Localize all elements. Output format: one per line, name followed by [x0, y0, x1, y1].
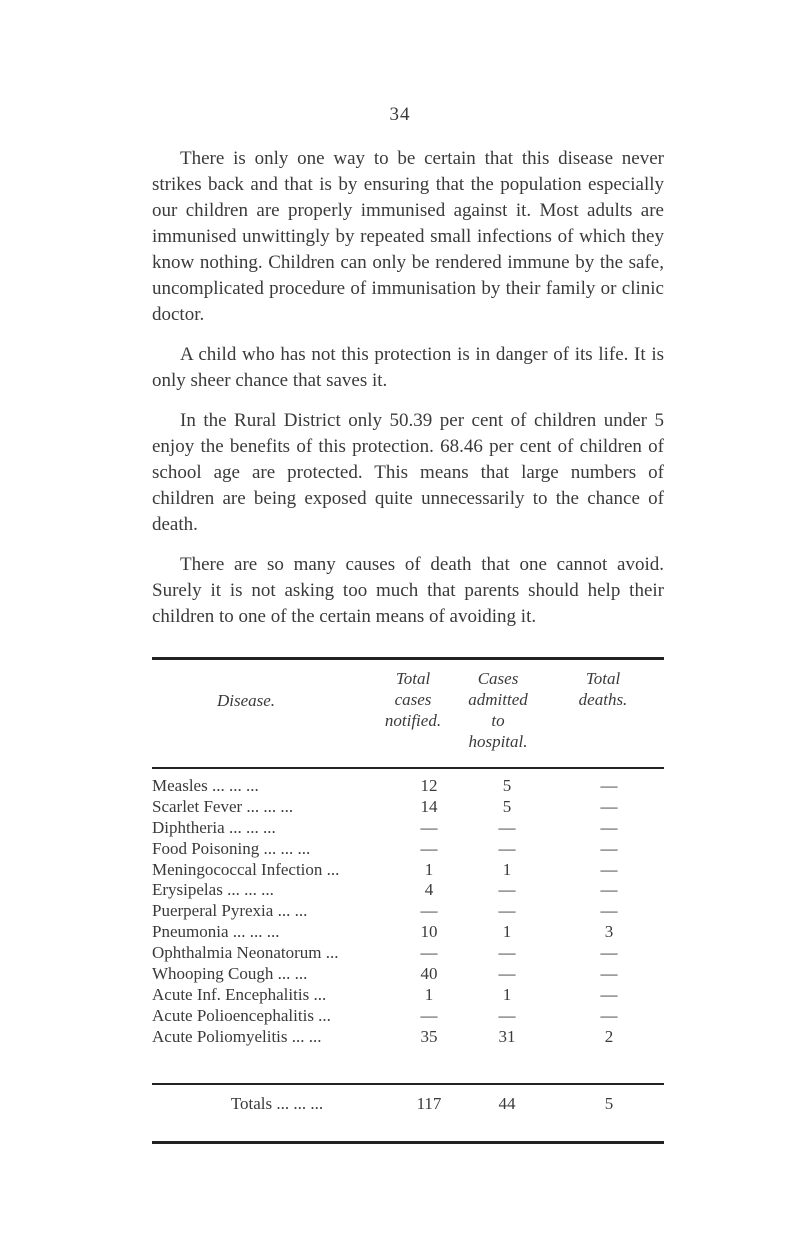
table-row [152, 776, 664, 797]
cases-notified: 10 [420, 922, 438, 942]
deaths: — [600, 838, 618, 858]
header-line: deaths. [578, 690, 628, 709]
deaths: — [600, 880, 618, 900]
table-bottom-rule [152, 1141, 664, 1144]
header-total-cases-notified [368, 668, 458, 731]
table-row [152, 964, 664, 985]
disease-name: Scarlet Fever ... ... ... [152, 796, 294, 816]
disease-name: Erysipelas ... ... ... [152, 880, 274, 900]
disease-name: Acute Inf. Encephalitis ... [152, 984, 327, 1004]
header-line: Total [585, 669, 621, 688]
disease-name: Food Poisoning ... ... ... [152, 838, 311, 858]
table-row [152, 943, 664, 964]
cases-admitted: — [498, 901, 516, 921]
deaths: 2 [604, 1026, 614, 1046]
cases-notified: 14 [420, 796, 438, 816]
deaths: 3 [604, 922, 614, 942]
table-row [152, 1027, 664, 1048]
cases-notified: 1 [424, 984, 434, 1004]
table-row [152, 1006, 664, 1027]
deaths: — [600, 901, 618, 921]
header-total-deaths [548, 668, 658, 710]
cases-notified: 4 [424, 880, 434, 900]
disease-name: Acute Polioencephalitis ... [152, 1005, 331, 1025]
cases-notified: — [420, 943, 438, 963]
paragraph: A child who has not this protection is in danger of its life. It is only sheer chance that saves it. [152, 344, 664, 391]
cases-admitted: — [498, 880, 516, 900]
cases-admitted: 5 [502, 796, 512, 816]
deaths: — [600, 984, 618, 1004]
table-header-rule [152, 767, 664, 769]
cases-admitted: — [498, 964, 516, 984]
disease-name: Whooping Cough ... ... [152, 964, 308, 984]
table-row [152, 985, 664, 1006]
header-line: to [491, 711, 505, 730]
table-row [152, 922, 664, 943]
table-body [152, 776, 664, 1048]
cases-admitted: — [498, 943, 516, 963]
page-number: 34 [389, 104, 411, 125]
total-cases-admitted: 44 [498, 1094, 516, 1113]
deaths: — [600, 1005, 618, 1025]
paragraph: There is only one way to be certain that this disease never strikes back and that is by ensuring that the population especially our children are properly immunised against it. Most adults are immunised unwittingly by repeated small infections of which they know nothing. Children can only be rendered immune by the safe, uncomplicated procedure of immunisation by their family or clinic doctor. [152, 148, 664, 325]
header-line: notified. [384, 711, 442, 730]
cases-notified: 40 [420, 964, 438, 984]
cases-admitted: 1 [502, 859, 512, 879]
disease-name: Ophthalmia Neonatorum ... [152, 943, 339, 963]
deaths: — [600, 943, 618, 963]
body-text [152, 146, 664, 644]
totals-label: Totals ... ... ... [230, 1094, 324, 1113]
header-line: Total [395, 669, 431, 688]
cases-notified: — [420, 838, 438, 858]
disease-name: Puerperal Pyrexia ... ... [152, 901, 308, 921]
cases-admitted: 1 [502, 984, 512, 1004]
disease-name: Acute Poliomyelitis ... ... [152, 1026, 322, 1046]
cases-notified: 12 [420, 776, 438, 795]
disease-name: Meningococcal Infection ... [152, 859, 340, 879]
cases-admitted: — [498, 838, 516, 858]
paragraph: In the Rural District only 50.39 per cent of children under 5 enjoy the benefits of this protection. 68.46 per cent of children of school age are protected. This means that large numbers of children are being exposed quite unnecessarily to the chance of death. [152, 410, 664, 535]
header-cases-admitted [448, 668, 548, 752]
table-row [152, 901, 664, 922]
header-line: admitted [468, 690, 528, 709]
disease-name: Pneumonia ... ... ... [152, 922, 280, 942]
header-line: cases [394, 690, 432, 709]
cases-admitted: 31 [498, 1026, 516, 1046]
table-row [152, 880, 664, 901]
cases-notified: 35 [420, 1026, 438, 1046]
cases-notified: — [420, 1005, 438, 1025]
deaths: — [600, 859, 618, 879]
table-row [152, 818, 664, 839]
deaths: — [600, 796, 618, 816]
deaths: — [600, 776, 618, 795]
deaths: — [600, 964, 618, 984]
cases-notified: 1 [424, 859, 434, 879]
table-top-rule [152, 657, 664, 660]
deaths: — [600, 817, 618, 837]
cases-admitted: — [498, 817, 516, 837]
disease-name: Diphtheria ... ... ... [152, 817, 276, 837]
cases-admitted: — [498, 1005, 516, 1025]
header-line: hospital. [468, 732, 528, 751]
table-row [152, 860, 664, 881]
disease-name: Measles ... ... ... [152, 776, 259, 795]
paragraph: There are so many causes of death that one cannot avoid. Surely it is not asking too much that parents should help their children to one of the certain means of avoiding it. [152, 554, 664, 627]
header-line: Cases [477, 669, 519, 688]
cases-notified: — [420, 817, 438, 837]
cases-admitted: 5 [502, 776, 512, 795]
table-row [152, 797, 664, 818]
table-row [152, 839, 664, 860]
table-totals-rule [152, 1083, 664, 1085]
totals-row [152, 1093, 664, 1115]
cases-admitted: 1 [502, 922, 512, 942]
header-disease: Disease. [216, 691, 276, 710]
cases-notified: — [420, 901, 438, 921]
total-cases-notified: 117 [416, 1094, 442, 1113]
total-deaths: 5 [604, 1094, 614, 1113]
